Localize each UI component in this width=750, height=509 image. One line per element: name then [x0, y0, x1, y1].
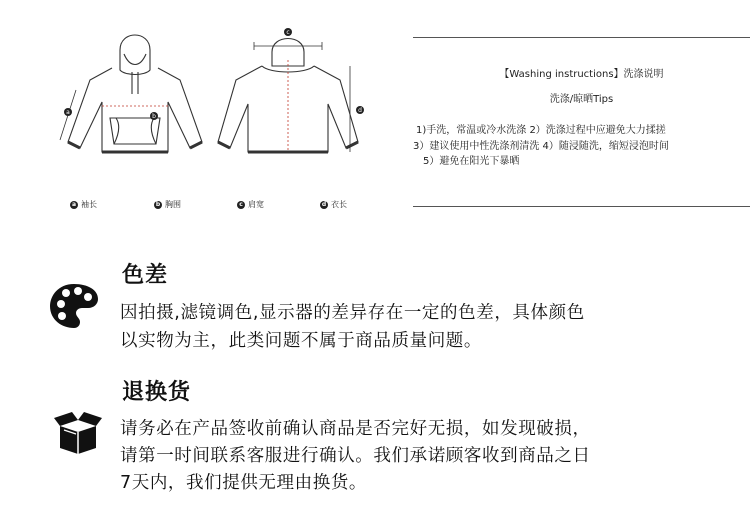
color-diff-line-2: 以实物为主，此类问题不属于商品质量问题。	[120, 331, 482, 351]
legend-shoulder	[237, 199, 264, 210]
washing-line-3: 5）避免在阳光下暴晒	[423, 156, 520, 167]
legend-length	[320, 199, 347, 210]
legend-badge: a	[71, 200, 77, 208]
legend-badge: b	[155, 200, 161, 208]
returns-line-2: 请第一时间联系客服进行确认。我们承诺顾客收到商品之日	[120, 446, 591, 466]
top-divider	[413, 37, 750, 38]
svg-text:c: c	[286, 29, 290, 36]
color-diff-line-1: 因拍摄,滤镜调色,显示器的差异存在一定的色差，具体颜色	[120, 303, 585, 323]
legend-label: 衣长	[331, 200, 347, 209]
color-diff-title: 色差	[122, 263, 169, 288]
returns-line-3: 7天内，我们提供无理由换货。	[120, 473, 368, 493]
legend-label: 肩宽	[248, 200, 264, 209]
washing-line-1: 1)手洗，常温或冷水洗涤 2）洗涤过程中应避免大力揉搓	[416, 125, 666, 136]
returns-title: 退换货	[122, 380, 192, 405]
legend-label: 袖长	[81, 200, 97, 209]
bottom-divider	[413, 206, 750, 207]
hoodie-front-drawing	[68, 35, 202, 152]
hoodie-back-drawing	[218, 39, 358, 153]
legend-badge: c	[237, 201, 245, 209]
washing-line-2: 3）建议使用中性洗涤剂清洗 4）随浸随洗，缩短浸泡时间	[413, 141, 669, 152]
legend-sleeve-length	[70, 199, 97, 210]
legend-chest	[154, 199, 181, 210]
palette-icon	[48, 282, 100, 330]
garment-measurement-diagram	[50, 20, 380, 190]
svg-text:b: b	[152, 113, 156, 120]
open-box-icon	[52, 410, 104, 456]
washing-title: 【Washing instructions】洗涤说明	[499, 69, 664, 80]
returns-line-1: 请务必在产品签收前确认商品是否完好无损，如发现破损，	[120, 419, 591, 439]
legend-badge: d	[321, 200, 327, 208]
svg-text:a: a	[66, 109, 70, 116]
legend-label: 胸围	[165, 200, 181, 209]
svg-text:d: d	[358, 107, 362, 114]
washing-subtitle: 洗涤/晾晒Tips	[549, 94, 614, 105]
